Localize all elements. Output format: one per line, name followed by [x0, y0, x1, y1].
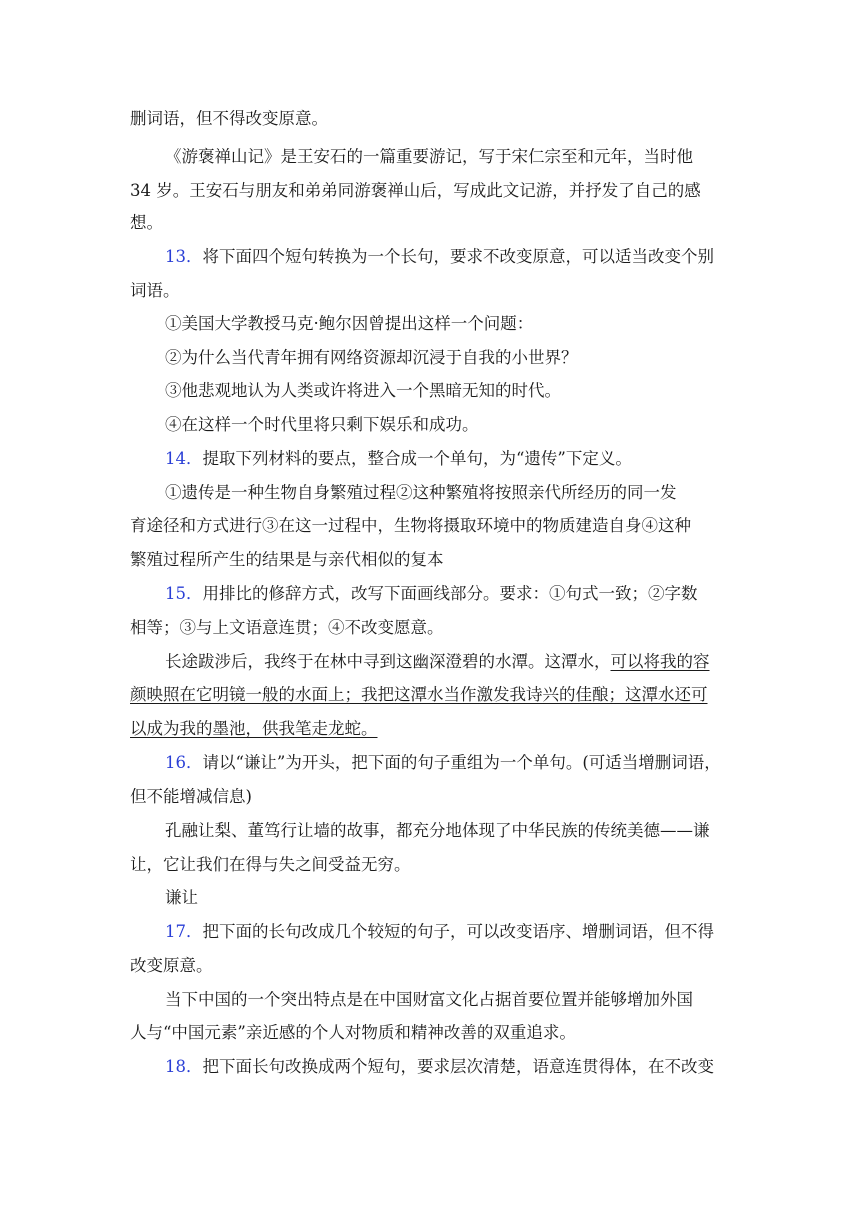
line-text: 当下中国的一个突出特点是在中国财富文化占据首要位置并能够增加外国 — [165, 990, 693, 1009]
line-text: ②为什么当代青年拥有网络资源却沉浸于自我的小世界？ — [165, 348, 578, 367]
text-line — [130, 854, 411, 876]
text-line — [165, 651, 710, 673]
text-line — [130, 515, 691, 537]
line-text: 改变原意。 — [130, 956, 213, 975]
line-text: 删词语，但不得改变原意。 — [130, 109, 328, 128]
text-line — [130, 1022, 576, 1044]
text-line — [165, 820, 710, 842]
question-18 — [165, 1056, 714, 1078]
text-line — [165, 482, 677, 504]
question-number: 17． — [165, 922, 203, 941]
text-line — [130, 718, 378, 740]
line-text: 让，它让我们在得与失之间受益无穷。 — [130, 855, 411, 874]
text-line — [165, 887, 198, 909]
text-line — [130, 684, 708, 706]
text-line — [165, 347, 578, 369]
line-text: 想。 — [130, 213, 163, 232]
question-15 — [165, 583, 698, 605]
line-text: 词语。 — [130, 281, 180, 300]
question-number: 13． — [165, 247, 203, 266]
underlined-text: 颜映照在它明镜一般的水面上；我把这潭水当作激发我诗兴的佳酿；这潭水还可 — [130, 685, 708, 704]
line-text: 把下面的长句改成几个较短的句子，可以改变语序、增删词语，但不得 — [202, 922, 714, 941]
underlined-text: 可以将我的容 — [610, 652, 710, 671]
line-text: 提取下列材料的要点，整合成一个单句，为“遗传”下定义。 — [202, 449, 632, 468]
line-text: 将下面四个短句转换为一个长句，要求不改变原意，可以适当改变个别 — [202, 247, 714, 266]
text-line — [130, 108, 328, 130]
line-text: ③他悲观地认为人类或许将进入一个黑暗无知的时代。 — [165, 381, 561, 400]
text-line — [130, 180, 701, 202]
text-line — [130, 280, 180, 302]
line-text: ①遗传是一种生物自身繁殖过程②这种繁殖将按照亲代所经历的同一发 — [165, 483, 677, 502]
question-17 — [165, 921, 714, 943]
line-text: ④在这样一个时代里将只剩下娱乐和成功。 — [165, 415, 479, 434]
line-text: 但不能增减信息) — [130, 787, 252, 806]
text-line — [165, 146, 693, 168]
text-line — [165, 313, 533, 335]
line-text: 请以“谦让”为开头，把下面的句子重组为一个单句。(可适当增删词语， — [202, 753, 721, 772]
line-text: 谦让 — [165, 888, 198, 907]
question-13 — [165, 246, 714, 268]
question-number: 15． — [165, 584, 203, 603]
text-line — [165, 414, 479, 436]
line-text: 人与“中国元素”亲近感的个人对物质和精神改善的双重追求。 — [130, 1023, 576, 1042]
line-text: 《游褒禅山记》是王安石的一篇重要游记，写于宋仁宗至和元年，当时他 — [165, 147, 693, 166]
line-text: 把下面长句改换成两个短句，要求层次清楚，语意连贯得体，在不改变 — [202, 1057, 714, 1076]
text-line — [130, 212, 163, 234]
question-number: 18． — [165, 1057, 203, 1076]
line-text: 繁殖过程所产生的结果是与亲代相似的复本 — [130, 550, 444, 569]
question-number: 14． — [165, 449, 203, 468]
text-line — [130, 617, 444, 639]
text-line — [130, 549, 444, 571]
text-line — [165, 380, 561, 402]
line-text: 用排比的修辞方式，改写下面画线部分。要求：①句式一致；②字数 — [202, 584, 698, 603]
line-text: 相等；③与上文语意连贯；④不改变愿意。 — [130, 618, 444, 637]
line-text: 育途径和方式进行③在这一过程中，生物将摄取环境中的物质建造自身④这种 — [130, 516, 691, 535]
question-14 — [165, 448, 632, 470]
text-line — [165, 989, 693, 1011]
question-number: 16． — [165, 753, 203, 772]
question-16 — [165, 752, 721, 774]
line-text: 34 岁。王安石与朋友和弟弟同游褒禅山后，写成此文记游，并抒发了自己的感 — [130, 181, 701, 200]
line-text: 长途跋涉后，我终于在林中寻到这幽深澄碧的水潭。这潭水， — [165, 652, 611, 671]
underlined-text: 以成为我的墨池，供我笔走龙蛇。 — [130, 719, 378, 738]
line-text: 孔融让梨、董笃行让墙的故事，都充分地体现了中华民族的传统美德——谦 — [165, 821, 710, 840]
text-line — [130, 786, 252, 808]
line-text: ①美国大学教授马克·鲍尔因曾提出这样一个问题： — [165, 314, 534, 333]
text-line — [130, 955, 213, 977]
